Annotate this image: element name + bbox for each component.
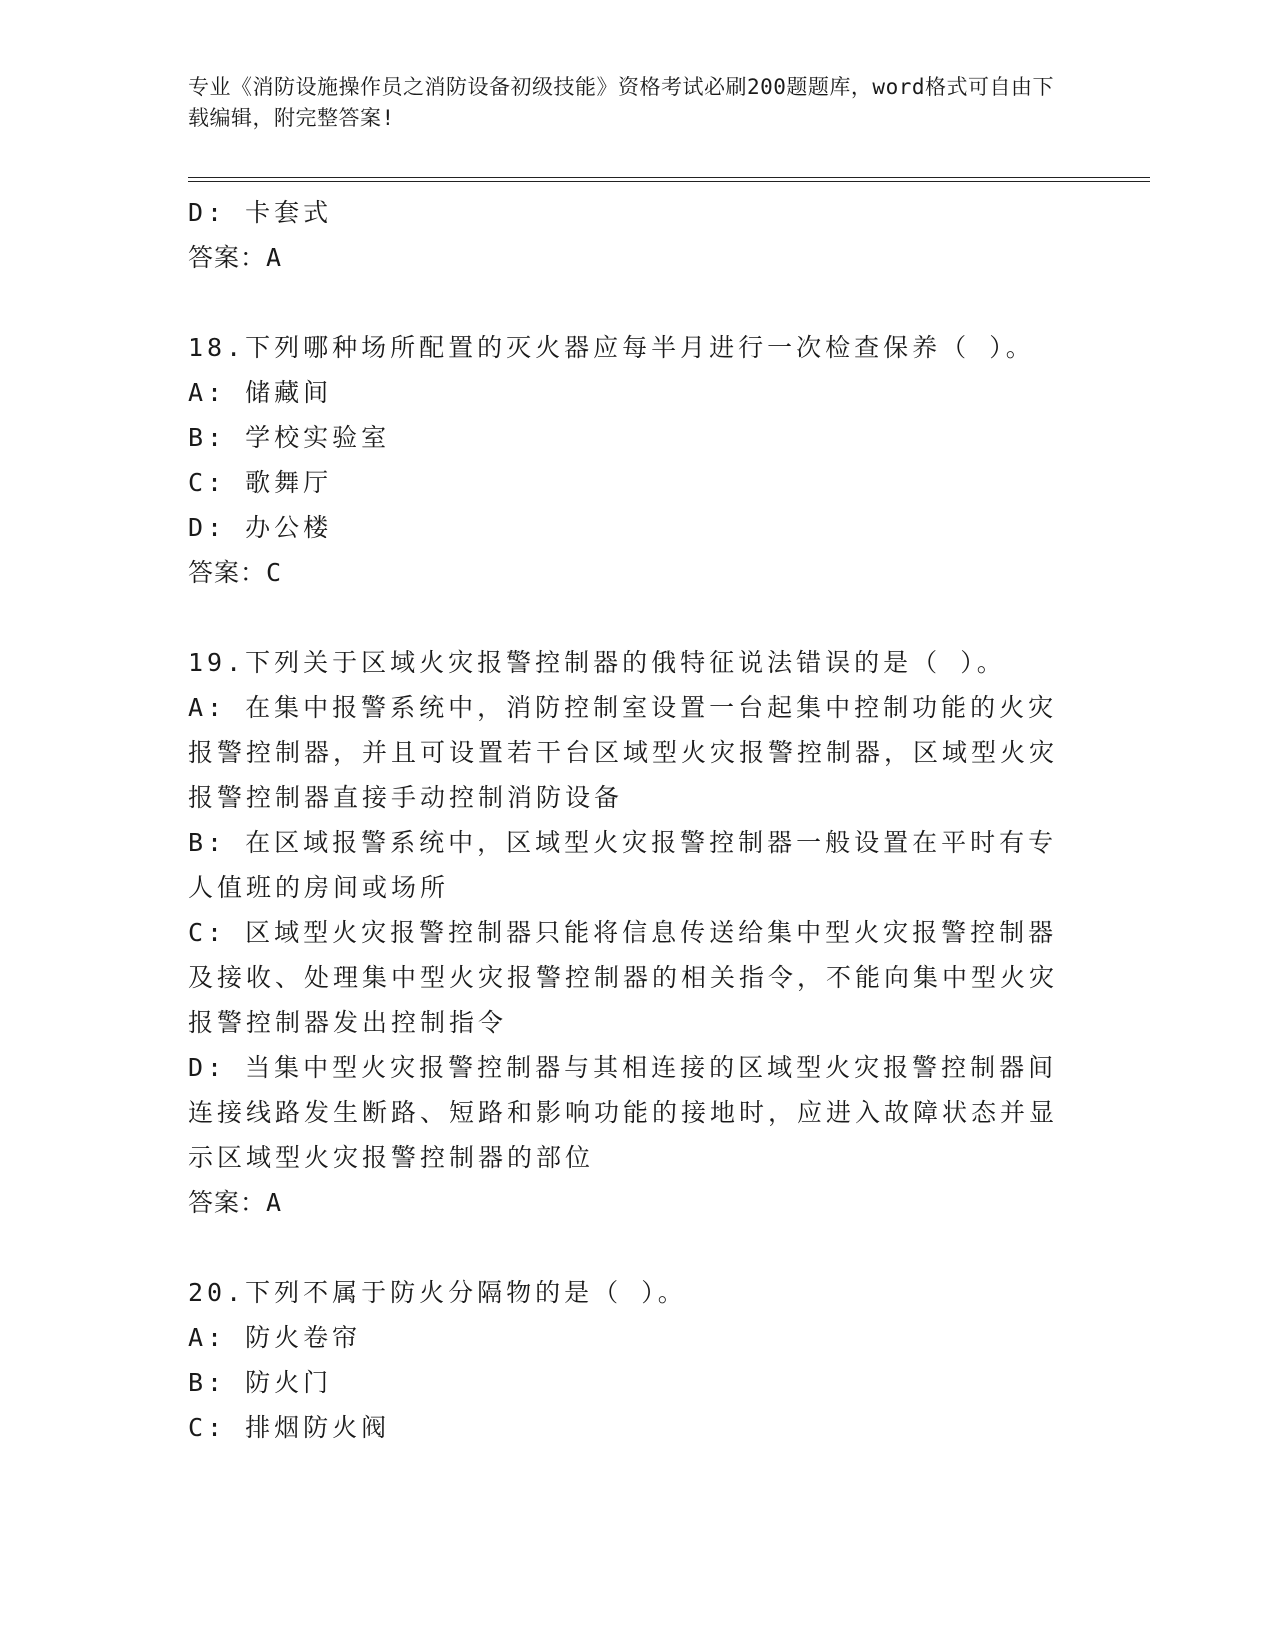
option-c: C: 排烟防火阀 <box>188 1413 391 1442</box>
question-20 <box>188 1270 1078 1450</box>
option-d: D: 办公楼 <box>188 513 333 542</box>
option-d: D: 当集中型火灾报警控制器与其相连接的区域型火灾报警控制器间连接线路发生断路、短路和影响功能的接地时，应进入故障状态并显示区域型火灾报警控制器的部位 <box>188 1053 1059 1172</box>
option-a: A: 防火卷帘 <box>188 1323 362 1352</box>
question-stem: 20.下列不属于防火分隔物的是（ ）。 <box>188 1278 687 1307</box>
question-18 <box>188 325 1078 595</box>
question-19 <box>188 640 1078 1225</box>
option-b: B: 防火门 <box>188 1368 333 1397</box>
option-a: A: 储藏间 <box>188 378 333 407</box>
option-c: C: 歌舞厅 <box>188 468 333 497</box>
option-b: B: 在区域报警系统中，区域型火灾报警控制器一般设置在平时有专人值班的房间或场所 <box>188 828 1058 902</box>
option-a: A: 在集中报警系统中，消防控制室设置一台起集中控制功能的火灾报警控制器，并且可设置若干台区域型火灾报警控制器，区域型火灾报警控制器直接手动控制消防设备 <box>188 693 1059 812</box>
question-stem: 18.下列哪种场所配置的灭火器应每半月进行一次检查保养（ ）。 <box>188 333 1035 362</box>
option-c: C: 区域型火灾报警控制器只能将信息传送给集中型火灾报警控制器及接收、处理集中型火灾报警控制器的相关指令，不能向集中型火灾报警控制器发出控制指令 <box>188 918 1059 1037</box>
option-b: B: 学校实验室 <box>188 423 391 452</box>
answer: 答案：C <box>188 558 283 587</box>
option-d: D: 卡套式 <box>188 198 333 227</box>
header-divider <box>188 177 1150 182</box>
question-list <box>188 190 1078 1450</box>
question-stem: 19.下列关于区域火灾报警控制器的俄特征说法错误的是（ ）。 <box>188 648 1006 677</box>
question-17-tail <box>188 190 1078 280</box>
header-title: 专业《消防设施操作员之消防设备初级技能》资格考试必刷200题题库，word格式可自由下载编辑，附完整答案! <box>188 75 1054 130</box>
page-header <box>188 72 1068 134</box>
answer: 答案：A <box>188 243 283 272</box>
answer: 答案：A <box>188 1188 283 1217</box>
